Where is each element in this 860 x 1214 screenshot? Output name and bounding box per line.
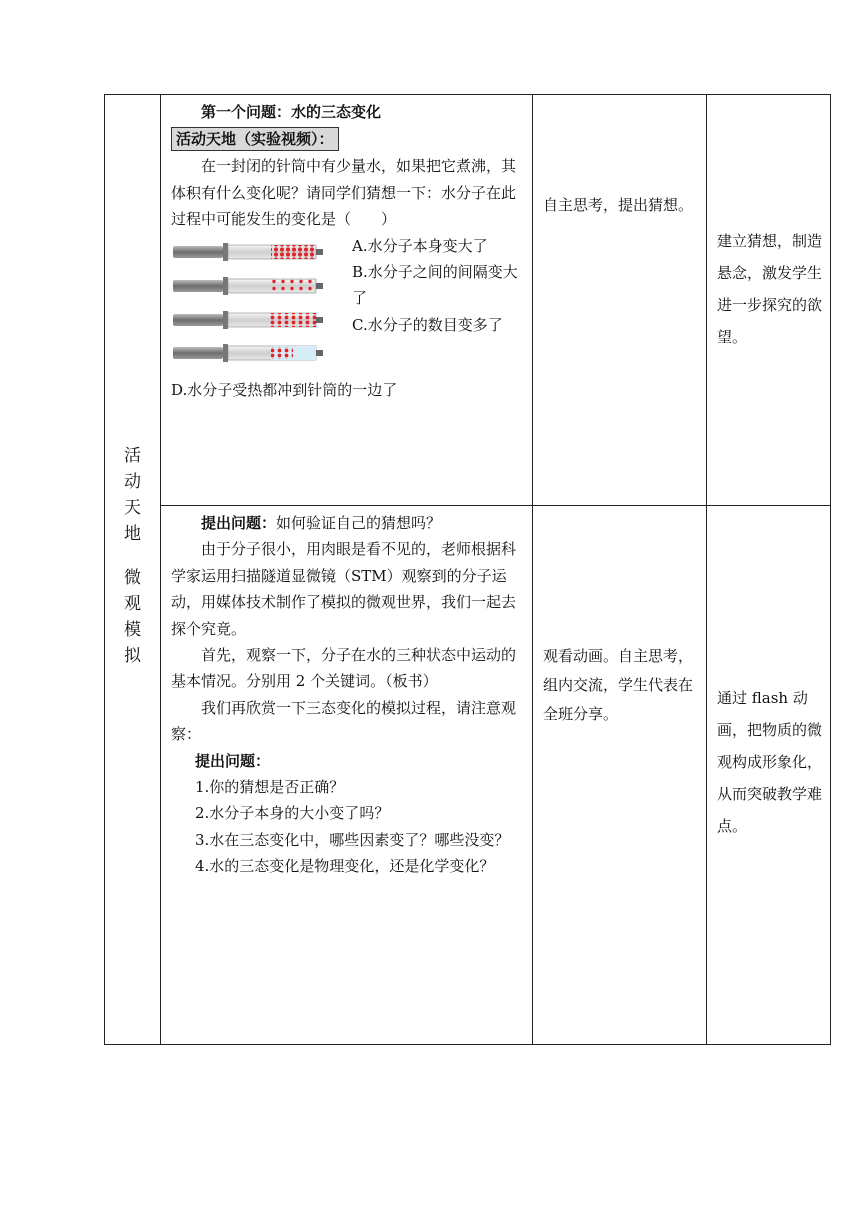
option-c: C.水分子的数目变多了 xyxy=(352,315,503,334)
question-text: 在一封闭的针筒中有少量水，如果把它煮沸，其体积有什么变化呢？请同学们猜想一下：水分子在此过程中可能发生的变化是（ ） xyxy=(171,157,517,229)
paragraph-2: 首先，观察一下，分子在水的三种状态中运动的基本情况。分别用 2 个关键词。（板书） xyxy=(171,646,517,691)
syringe-d xyxy=(173,344,323,362)
content-cell-2 xyxy=(161,506,533,1045)
paragraph-1: 由于分子很小，用肉眼是看不见的，老师根据科学家运用扫描隧道显微镜（STM）观察到的分子运动，用媒体技术制作了模拟的微观世界，我们一起去探个究竟。 xyxy=(171,540,517,638)
lesson-table xyxy=(104,94,831,1045)
syringe-a xyxy=(173,243,323,261)
design-intent-1: 建立猜想，制造悬念，激发学生进一步探究的欲望。 xyxy=(717,232,823,346)
question-3: 3.水在三态变化中，哪些因素变了？哪些没变？ xyxy=(195,830,510,849)
question-2: 2.水分子本身的大小变了吗？ xyxy=(195,804,390,823)
option-b: B.水分子之间的间隔变大了 xyxy=(352,263,518,308)
student-activity-1: 自主思考，提出猜想。 xyxy=(543,196,694,214)
student-activity-2: 观看动画。自主思考，组内交流，学生代表在全班分享。 xyxy=(543,647,694,723)
syringe-c xyxy=(173,311,323,329)
ask-label: 提出问题： xyxy=(201,514,277,532)
question-4: 4.水的三态变化是物理变化，还是化学变化？ xyxy=(195,857,495,876)
student-activity-cell-1 xyxy=(533,95,707,506)
design-intent-cell-1 xyxy=(707,95,831,506)
syringe-illustration xyxy=(171,237,346,377)
section-heading: 第一个问题：水的三态变化 xyxy=(201,103,382,121)
paragraph-3: 我们再欣赏一下三态变化的模拟过程，请注意观察： xyxy=(171,698,517,744)
activity-title: 活动天地（实验视频）： xyxy=(171,127,339,151)
row-three-states xyxy=(105,95,831,506)
design-intent-cell-2 xyxy=(707,506,831,1045)
side-label-1: 活动天地 xyxy=(124,446,141,544)
option-a: A.水分子本身变大了 xyxy=(352,236,488,255)
side-label-2: 微观模拟 xyxy=(124,568,141,666)
design-intent-2: 通过 flash 动画，把物质的微观构成形象化，从而突破教学难点。 xyxy=(717,689,823,835)
content-cell-1 xyxy=(161,95,533,506)
syringe-b xyxy=(173,277,323,295)
ask-text: 如何验证自己的猜想吗？ xyxy=(276,514,442,532)
questions-title: 提出问题： xyxy=(195,751,271,770)
question-1: 1.你的猜想是否正确？ xyxy=(195,778,345,797)
row-micro-simulation xyxy=(105,506,831,1045)
student-activity-cell-2 xyxy=(533,506,707,1045)
side-label-cell xyxy=(105,95,161,1045)
option-d: D.水分子受热都冲到针筒的一边了 xyxy=(171,380,398,399)
